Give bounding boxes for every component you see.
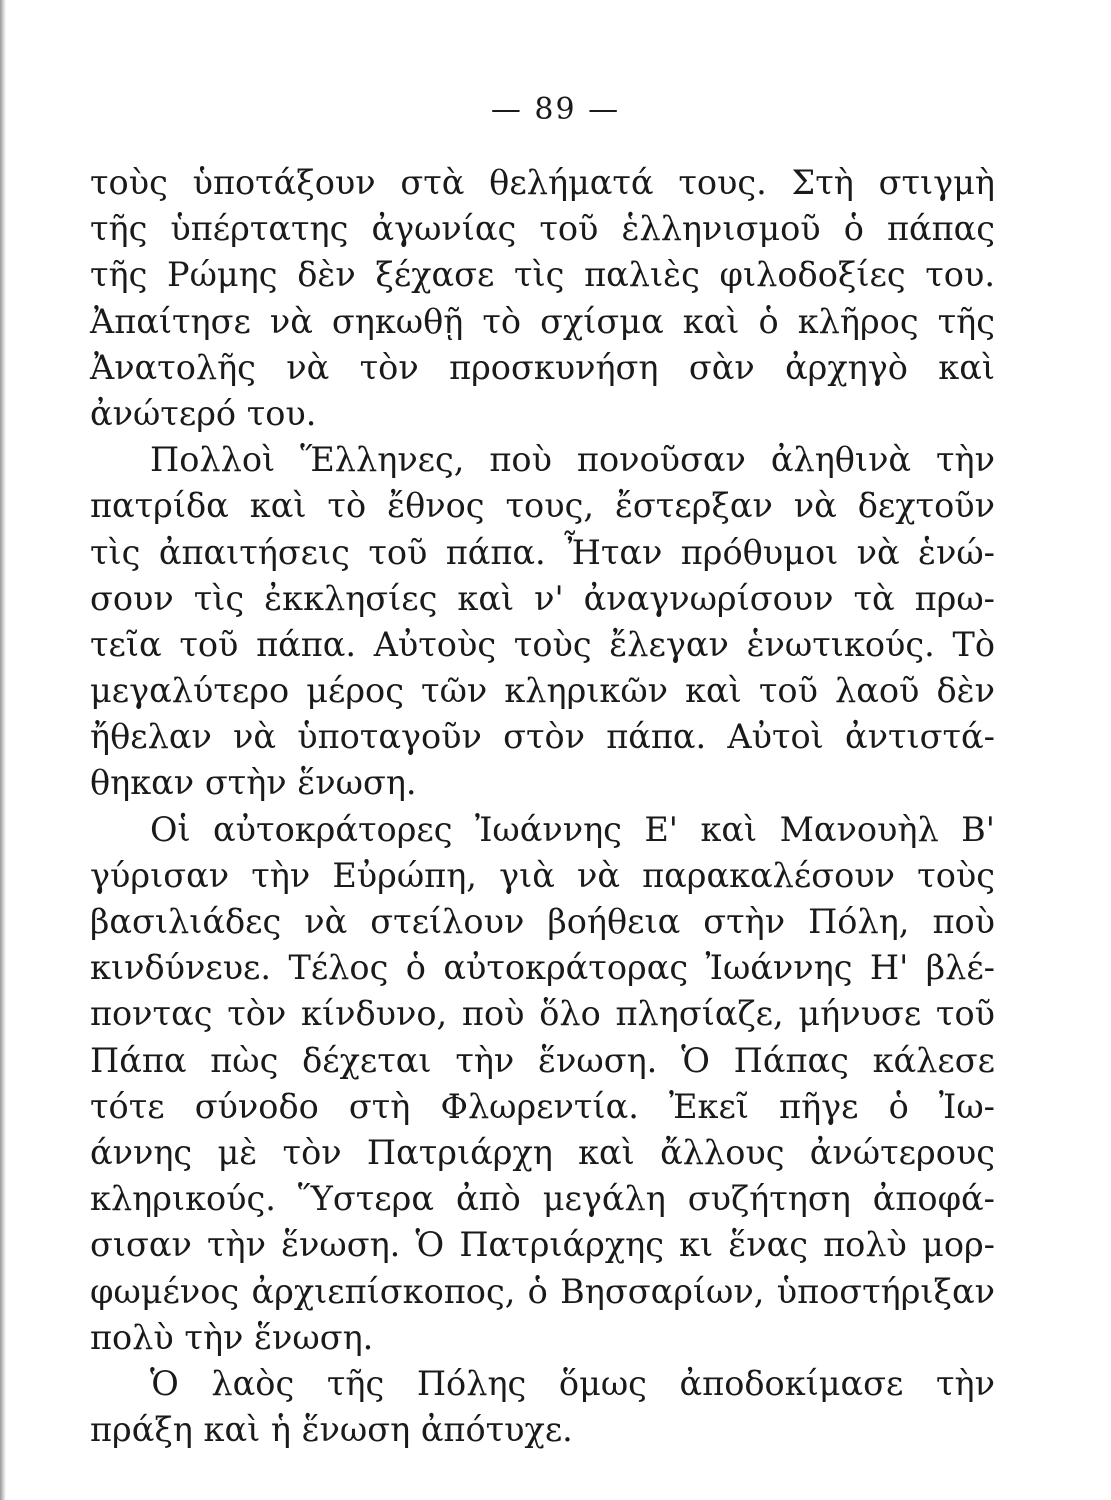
text-line: πράξη καὶ ἡ ἕνωση ἀπότυχε. [90,1410,573,1450]
text-line: βασιλιάδες νὰ στείλουν βοήθεια στὴν Πόλη, ποὺ [90,902,995,941]
text-line: γύρισαν τὴν Εὐρώπη, γιὰ νὰ παρακαλέσουν τοὺς [90,855,995,895]
text-line: ἀνώτερό του. [90,393,317,433]
text-line: σισαν τὴν ἕνωση. Ὁ Πατριάρχης κι ἕνας πολὺ μορ- [90,1225,995,1265]
text-line: κινδύνευε. Τέλος ὁ αὐτοκράτορας Ἰωάννης Η' βλέ- [90,948,995,988]
text-line: τότε σύνοδο στὴ Φλωρεντία. Ἐκεῖ πῆγε ὁ Ἰω- [90,1086,995,1126]
text-line: θηκαν στὴν ἕνωση. [90,763,417,803]
text-line: τοὺς ὑποτάξουν στὰ θελήματά τους. Στὴ στιγμὴ [90,163,995,202]
text-line: Ὁ λαὸς τῆς Πόλης ὅμως ἀποδοκίμασε τὴν [150,1363,995,1403]
page-text [90,160,995,1453]
text-line: ἤθελαν νὰ ὑποταγοῦν στὸν πάπα. Αὐτοὶ ἀντιστά- [90,717,995,757]
text-line: κληρικούς. Ὕστερα ἀπὸ μεγάλη συζήτηση ἀποφά- [90,1179,995,1219]
text-line: Ἀπαίτησε νὰ σηκωθῇ τὸ σχίσμα καὶ ὁ κλῆρος τῆς [90,301,995,341]
text-line: ποντας τὸν κίνδυνο, ποὺ ὅλο πλησίαζε, μήνυσε τοῦ [90,994,995,1034]
text-line: Πολλοὶ Ἕλληνες, ποὺ πονοῦσαν ἀληθινὰ τὴν [150,440,995,480]
text-line: μεγαλύτερο μέρος τῶν κληρικῶν καὶ τοῦ λαοῦ δὲν [90,671,995,711]
text-line: άννης μὲ τὸν Πατριάρχη καὶ ἄλλους ἀνώτερους [90,1132,995,1172]
text-line: τεῖα τοῦ πάπα. Αὐτοὺς τοὺς ἔλεγαν ἑνωτικούς. Τὸ [90,624,995,664]
text-line: Οἱ αὐτοκράτορες Ἰωάννης Ε' καὶ Μανουὴλ Β' [150,809,995,849]
text-line: τῆς Ρώμης δὲν ξέχασε τὶς παλιὲς φιλοδοξίες του. [90,255,995,295]
text-line: τῆς ὑπέρτατης ἀγωνίας τοῦ ἑλληνισμοῦ ὁ πάπας [90,209,995,249]
page-binding-shadow [0,0,6,1500]
text-line: φωμένος ἀρχιεπίσκοπος, ὁ Βησσαρίων, ὑποστήριξαν [90,1271,995,1311]
text-line: τὶς ἀπαιτήσεις τοῦ πάπα. Ἦταν πρόθυμοι νὰ ἑνώ- [90,532,995,572]
text-line: πολὺ τὴν ἕνωση. [90,1317,374,1357]
page-number: — 89 — [490,92,621,127]
text-line: Ἀνατολῆς νὰ τὸν προσκυνήση σὰν ἀρχηγὸ καὶ [90,347,995,387]
text-line: πατρίδα καὶ τὸ ἔθνος τους, ἔστερξαν νὰ δεχτοῦν [90,486,995,526]
text-line: Πάπα πὼς δέχεται τὴν ἕνωση. Ὁ Πάπας κάλεσε [90,1040,995,1080]
text-line: σουν τὶς ἐκκλησίες καὶ ν' ἀναγνωρίσουν τὰ πρω- [90,578,995,618]
